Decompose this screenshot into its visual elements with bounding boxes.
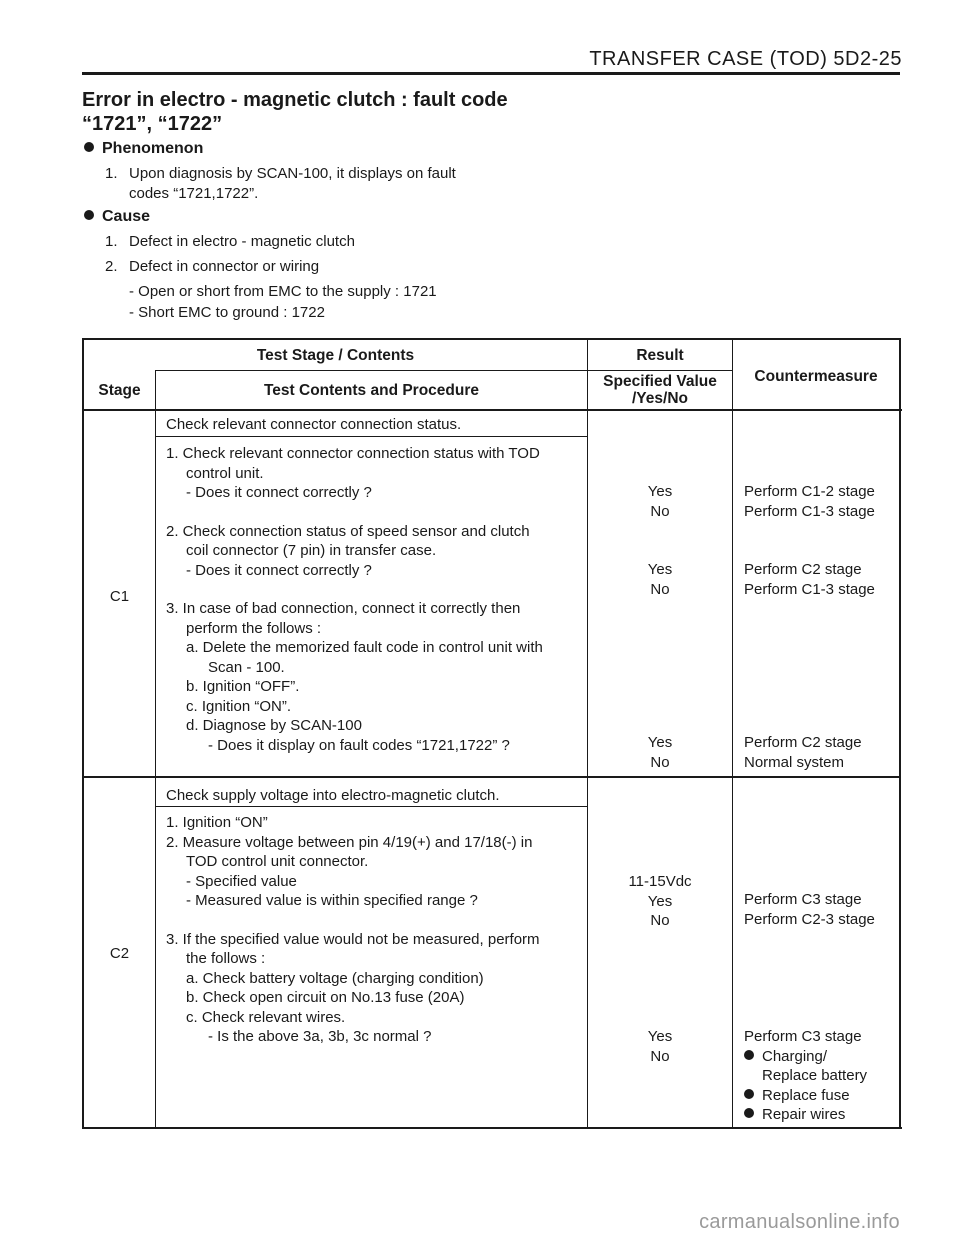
table-rule-bottom <box>82 1127 902 1129</box>
c1-procedure: 1. Check relevant connector connection status with TOD control unit. - Does it connect correctly ? 2. Check connection status of speed sensor and clutch coil connector (7 pin) in transfer case. - Does it connect correctly ? 3. In case of bad connection, connect it correctly then perform the follows : a. Delete the memorized fault code in control unit with Scan - 100. b. Ignition “OFF”. c. Ignition “ON”. d. Diagnose by SCAN-100 - Does it display on fault codes “1721,1722” ? <box>166 445 543 754</box>
header-rule <box>82 72 900 75</box>
cause-item-2: 2. Defect in connector or wiring <box>105 258 320 275</box>
c2-result-1: 11-15Vdc Yes No <box>628 873 692 929</box>
table-rule-top <box>82 338 900 340</box>
section-title-line1: Error in electro - magnetic clutch : fault code <box>82 89 508 111</box>
header-countermeasure: Countermeasure <box>754 368 878 385</box>
phenomenon-item-1: 1. Upon diagnosis by SCAN-100, it displays on fault codes “1721,1722”. <box>105 165 456 202</box>
table-rule-col3 <box>732 338 733 1129</box>
c2-check-text: Check supply voltage into electro-magnetic clutch. <box>166 787 500 804</box>
phenomenon-heading: Phenomenon <box>84 140 203 158</box>
stage-c2: C2 <box>109 945 130 962</box>
header-stage: Stage <box>98 382 141 399</box>
cause-subitem-1: - Open or short from EMC to the supply : 1721 <box>129 283 437 300</box>
bullet-icon <box>744 1050 754 1060</box>
c2-countermeasure-2: Perform C3 stage Charging/ Replace battery Replace fuse Repair wires <box>744 1028 868 1123</box>
stage-c1: C1 <box>109 588 130 605</box>
table-rule-header-bottom <box>82 409 902 411</box>
c1-countermeasure-3: Perform C2 stage Normal system <box>744 734 862 771</box>
table-rule-left <box>82 338 84 1129</box>
cause-item-1: 1. Defect in electro - magnetic clutch <box>105 233 355 250</box>
table-rule-header-mid <box>155 370 733 371</box>
cause-heading: Cause <box>84 208 150 226</box>
c1-result-3: Yes No <box>647 734 673 771</box>
c2-countermeasure-1: Perform C3 stage Perform C2-3 stage <box>744 891 875 928</box>
section-title <box>82 88 508 136</box>
section-title-line2: “1721”, “1722” <box>82 113 223 135</box>
table-rule-right <box>899 338 901 1129</box>
page-header-title: TRANSFER CASE (TOD) 5D2-25 <box>589 48 902 70</box>
c1-result-2: Yes No <box>647 561 673 598</box>
c1-countermeasure-2: Perform C2 stage Perform C1-3 stage <box>744 561 875 598</box>
bullet-icon <box>84 210 94 220</box>
c1-check-text: Check relevant connector connection status. <box>166 416 462 433</box>
watermark: carmanualsonline.info <box>699 1211 900 1233</box>
c2-result-2: Yes No <box>647 1028 673 1065</box>
header-test-stage-contents: Test Stage / Contents <box>256 347 415 364</box>
bullet-icon <box>744 1108 754 1118</box>
table-rule-c1-bottom <box>82 776 900 778</box>
c2-procedure: 1. Ignition “ON” 2. Measure voltage between pin 4/19(+) and 17/18(-) in TOD control unit connector. - Specified value - Measured value is within specified range ? 3. If the specified value would not be measured, perform the follows : a. Check battery voltage (charging condition) b. Check open circuit on No.13 fuse (20A) c. Check relevant wires. - Is the above 3a, 3b, 3c normal ? <box>166 814 540 1045</box>
bullet-icon <box>84 142 94 152</box>
header-result: Result <box>636 347 684 364</box>
table-rule-c2-check <box>155 806 588 807</box>
bullet-icon <box>744 1089 754 1099</box>
c1-countermeasure-1: Perform C1-2 stage Perform C1-3 stage <box>744 483 875 520</box>
header-specified-value: Specified Value /Yes/No <box>603 373 717 407</box>
c1-result-1: Yes No <box>647 483 673 520</box>
table-rule-c1-check <box>155 436 588 437</box>
table-rule-col1 <box>155 370 156 1129</box>
header-procedure: Test Contents and Procedure <box>263 382 480 399</box>
cause-subitem-2: - Short EMC to ground : 1722 <box>129 304 325 321</box>
